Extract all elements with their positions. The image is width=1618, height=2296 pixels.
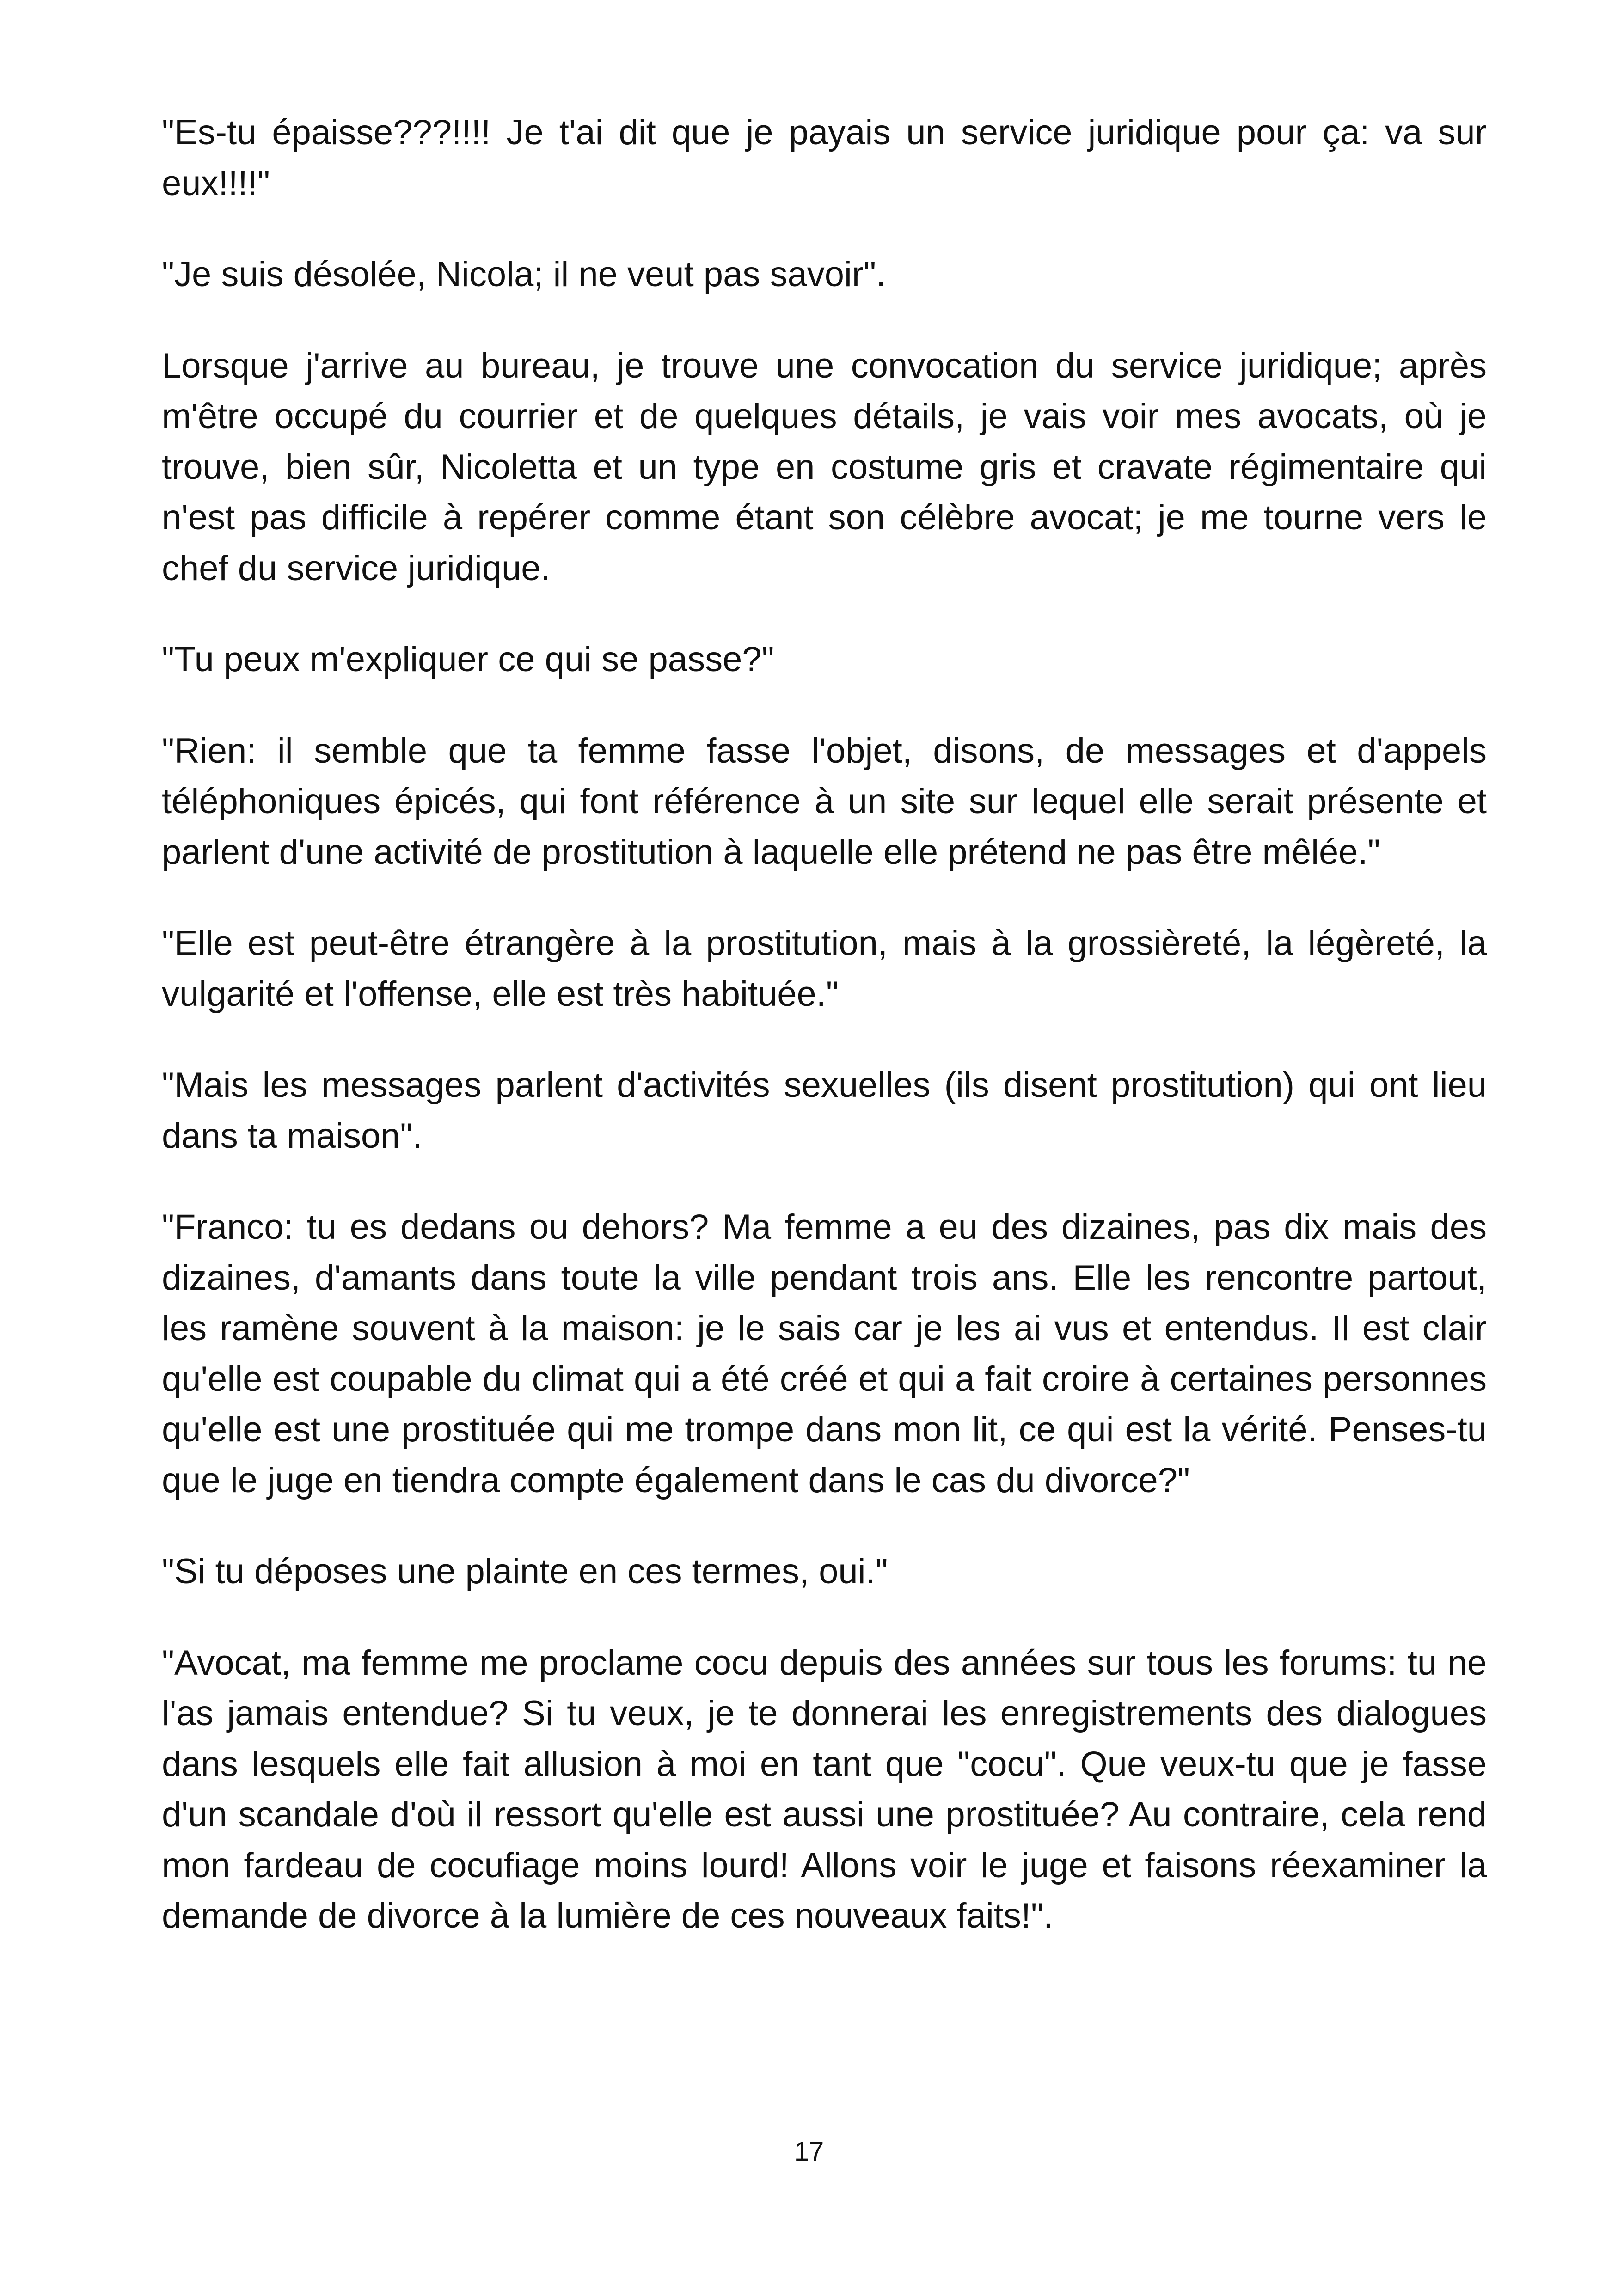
paragraph-9: "Si tu déposes une plainte en ces termes, oui." (162, 1552, 888, 1591)
paragraph-3: Lorsque j'arrive au bureau, je trouve une convocation du service juridique; après m'être occupé du courrier et de quelques détails, je vais voir mes avocats, où je trouve, bien sûr, Nicoletta et un type en costume gris et cravate régimentaire qui n'est pas difficile à repérer comme étant son célèbre avocat; je me tourne vers le chef du service juridique. (162, 346, 1487, 588)
paragraph-10: "Avocat, ma femme me proclame cocu depuis des années sur tous les forums: tu ne l'as jamais entendue? Si tu veux, je te donnerai les enregistrements des dialogues dans lesquels elle fait allusion à moi en tant que "cocu". Que veux-tu que je fasse d'un scandale d'où il ressort qu'elle est aussi une prostituée? Au contraire, cela rend mon fardeau de cocufiage moins lourd! Allons voir le juge et faisons réexaminer la demande de divorce à la lumière de ces nouveaux faits!". (162, 1643, 1487, 1935)
paragraph-5: "Rien: il semble que ta femme fasse l'objet, disons, de messages et d'appels téléphoniques épicés, qui font référence à un site sur lequel elle serait présente et parlent d'une activité de prostitution à laquelle elle prétend ne pas être mêlée." (162, 731, 1487, 872)
paragraph-1: "Es-tu épaisse???!!!! Je t'ai dit que je payais un service juridique pour ça: va sur eux!!!!" (162, 113, 1487, 203)
page-number: 17 (794, 2137, 824, 2167)
paragraph-6: "Elle est peut-être étrangère à la prostitution, mais à la grossièreté, la légèreté, la vulgarité et l'offense, elle est très habituée." (162, 924, 1487, 1014)
body-text (162, 107, 1487, 1941)
paragraph-7: "Mais les messages parlent d'activités sexuelles (ils disent prostitution) qui ont lieu dans ta maison". (162, 1065, 1487, 1156)
paragraph-4: "Tu peux m'expliquer ce qui se passe?" (162, 640, 774, 679)
paragraph-2: "Je suis désolée, Nicola; il ne veut pas savoir". (162, 255, 886, 294)
paragraph-8: "Franco: tu es dedans ou dehors? Ma femme a eu des dizaines, pas dix mais des dizaines, d'amants dans toute la ville pendant trois ans. Elle les rencontre partout, les ramène souvent à la maison: je le sais car je les ai vus et entendus. Il est clair qu'elle est coupable du climat qui a été créé et qui a fait croire à certaines personnes qu'elle est une prostituée qui me trompe dans mon lit, ce qui est la vérité. Penses-tu que le juge en tiendra compte également dans le cas du divorce?" (162, 1207, 1487, 1500)
